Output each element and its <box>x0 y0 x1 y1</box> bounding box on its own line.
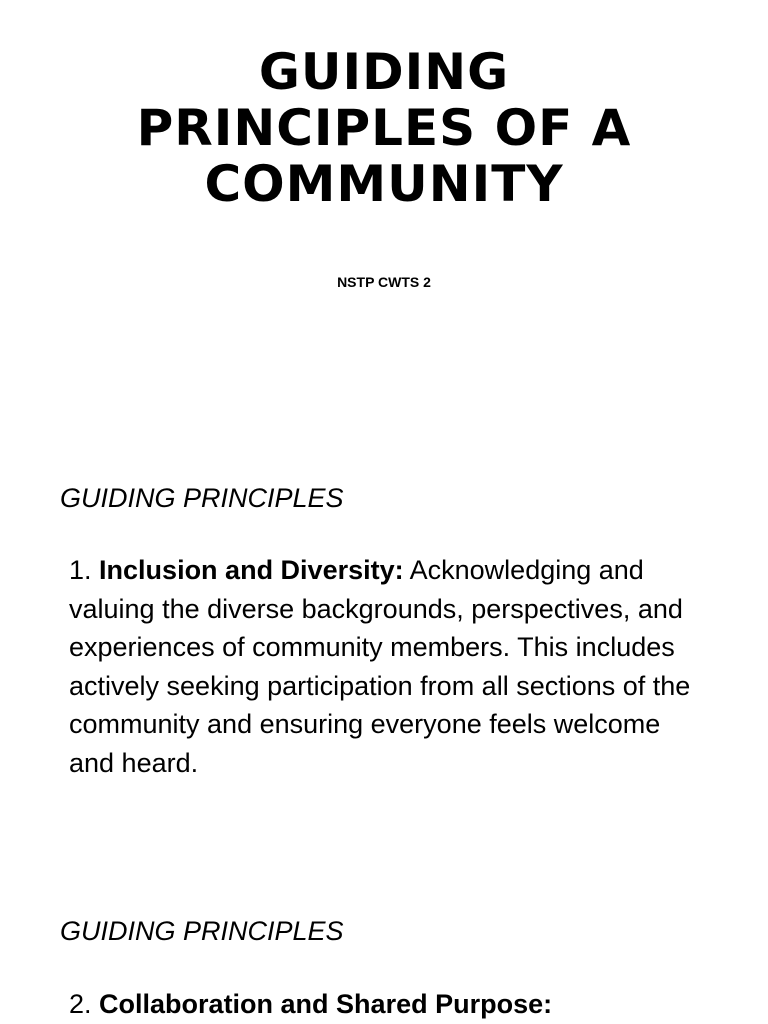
principle-term: Collaboration and Shared Purpose: <box>99 989 553 1019</box>
page-title <box>0 44 768 212</box>
section-heading: GUIDING PRINCIPLES <box>60 916 344 946</box>
title-line: COMMUNITY <box>204 155 564 213</box>
title-line: PRINCIPLES OF A <box>136 99 632 157</box>
principle-description: Acknowledging and valuing the diverse backgrounds, perspectives, and experiences of community members. This includes actively seeking participation from all sections of the community and ensuring everyone feels welcome and heard. <box>69 555 691 778</box>
principle-item <box>69 551 709 782</box>
section-heading: GUIDING PRINCIPLES <box>60 483 344 513</box>
principle-number: 1. <box>69 555 92 585</box>
title-line: GUIDING <box>258 43 510 101</box>
principle-item <box>69 985 709 1024</box>
page-subtitle: NSTP CWTS 2 <box>337 274 431 290</box>
principle-term: Inclusion and Diversity: <box>99 555 404 585</box>
principle-number: 2. <box>69 989 92 1019</box>
